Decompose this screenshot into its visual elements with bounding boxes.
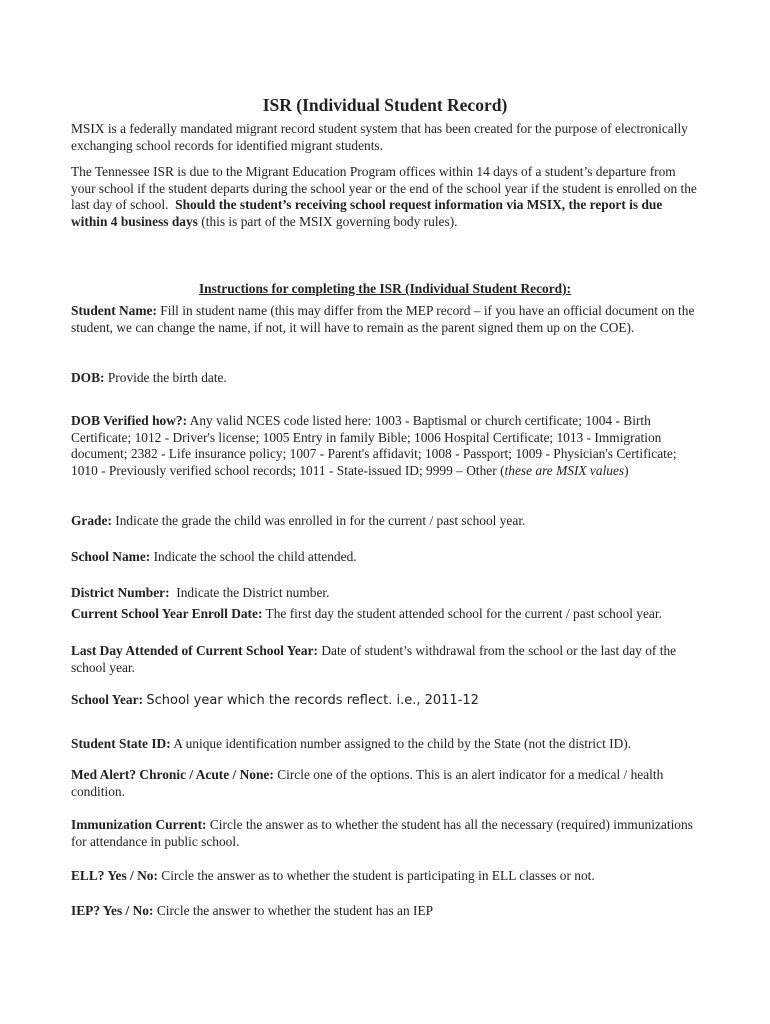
intro-text-2-tail: (this is part of the MSIX governing body rules). xyxy=(201,213,458,229)
field-label: Grade: xyxy=(71,513,112,528)
field-description: Any valid NCES code listed here: 1003 - Baptismal or church certificate; 1004 - Birth Certificate; 1012 - Driver's license; 1005 Entry in family Bible; 1006 Hospital Certificate; 1013 - Immigration document; 2382 - Life insurance policy; 1007 - Parent's affidavit; 1008 - Passport; 1009 - Physician's Certificate; 1010 - Previously verified school records; 1011 - State-issued ID; 9999 – Other xyxy=(71,413,677,478)
field-med-alert xyxy=(71,767,701,800)
field-grade xyxy=(71,513,701,530)
field-description: Circle one of the options. This is an alert indicator for a medical / health condition. xyxy=(71,767,664,799)
field-description: Circle the answer to whether the student has an IEP xyxy=(156,903,434,918)
field-label: IEP? Yes / No: xyxy=(71,903,154,918)
field-label: DOB Verified how?: xyxy=(71,413,188,428)
intro-paragraph-1 xyxy=(71,121,701,154)
field-description: Indicate the grade the child was enrolled in for the current / past school year. xyxy=(115,513,526,528)
field-last-day-attended xyxy=(71,643,701,676)
field-description: Date of student’s withdrawal from the school or the last day of the school year. xyxy=(71,643,677,675)
field-enroll-date xyxy=(71,606,701,623)
field-label: District Number: xyxy=(71,585,170,600)
field-note: these are MSIX values xyxy=(504,462,625,478)
field-label: Last Day Attended of Current School Year: xyxy=(71,643,318,658)
field-label: Current School Year Enroll Date: xyxy=(71,606,263,621)
field-school-year xyxy=(71,692,701,710)
field-description: A unique identification number assigned to the child by the State (not the district ID). xyxy=(173,736,632,751)
field-school-name xyxy=(71,549,701,566)
field-description: Indicate the District number. xyxy=(176,585,330,600)
field-student-name xyxy=(71,303,701,336)
field-label: DOB: xyxy=(71,370,105,385)
field-label: Med Alert? Chronic / Acute / None: xyxy=(71,767,274,782)
field-description: School year which the records reflect. i.e., 2011-12 xyxy=(146,693,479,708)
field-immunization xyxy=(71,817,701,850)
document-title: ISR (Individual Student Record) xyxy=(262,95,508,115)
field-description: Provide the birth date. xyxy=(107,370,227,385)
instructions-heading: Instructions for completing the ISR (Individual Student Record): xyxy=(198,281,572,296)
field-label: School Year: xyxy=(71,692,144,707)
intro-paragraph-2 xyxy=(71,164,701,230)
field-description: Circle the answer as to whether the student has all the necessary (required) immunizations for attendance in public school. xyxy=(71,817,693,849)
field-note-paren-close: ) xyxy=(624,462,629,478)
field-student-state-id xyxy=(71,736,701,753)
intro-text-2: The Tennessee ISR is due to the Migrant Education Program offices within 14 days of a student’s departure from your school if the student departs during the school year or the end of the school year if the student is enrolled on the last day of school. xyxy=(71,164,697,212)
field-label: Immunization Current: xyxy=(71,817,207,832)
intro-text-1: MSIX is a federally mandated migrant record student system that has been created for the purpose of electronically exchanging school records for identified migrant students. xyxy=(71,121,688,153)
field-description: Indicate the school the child attended. xyxy=(153,549,357,564)
field-label: Student State ID: xyxy=(71,736,171,751)
field-iep xyxy=(71,903,701,920)
field-label: Student Name: xyxy=(71,303,157,318)
field-dob xyxy=(71,370,701,387)
field-description: Fill in student name (this may differ from the MEP record – if you have an official document on the student, we can change the name, if not, it will have to remain as the parent signed them up on the COE). xyxy=(71,303,695,335)
field-note-paren-open: ( xyxy=(500,462,505,478)
field-district-number xyxy=(71,585,701,602)
field-description: The first day the student attended school for the current / past school year. xyxy=(265,606,662,621)
field-description: Circle the answer as to whether the student is participating in ELL classes or not. xyxy=(161,868,595,883)
field-label: ELL? Yes / No: xyxy=(71,868,158,883)
intro-deadline-bold: Should the student’s receiving school request information via MSIX, the report is due within 4 business days xyxy=(71,197,663,229)
field-ell xyxy=(71,868,701,885)
field-dob-verified xyxy=(71,413,701,479)
field-label: School Name: xyxy=(71,549,151,564)
